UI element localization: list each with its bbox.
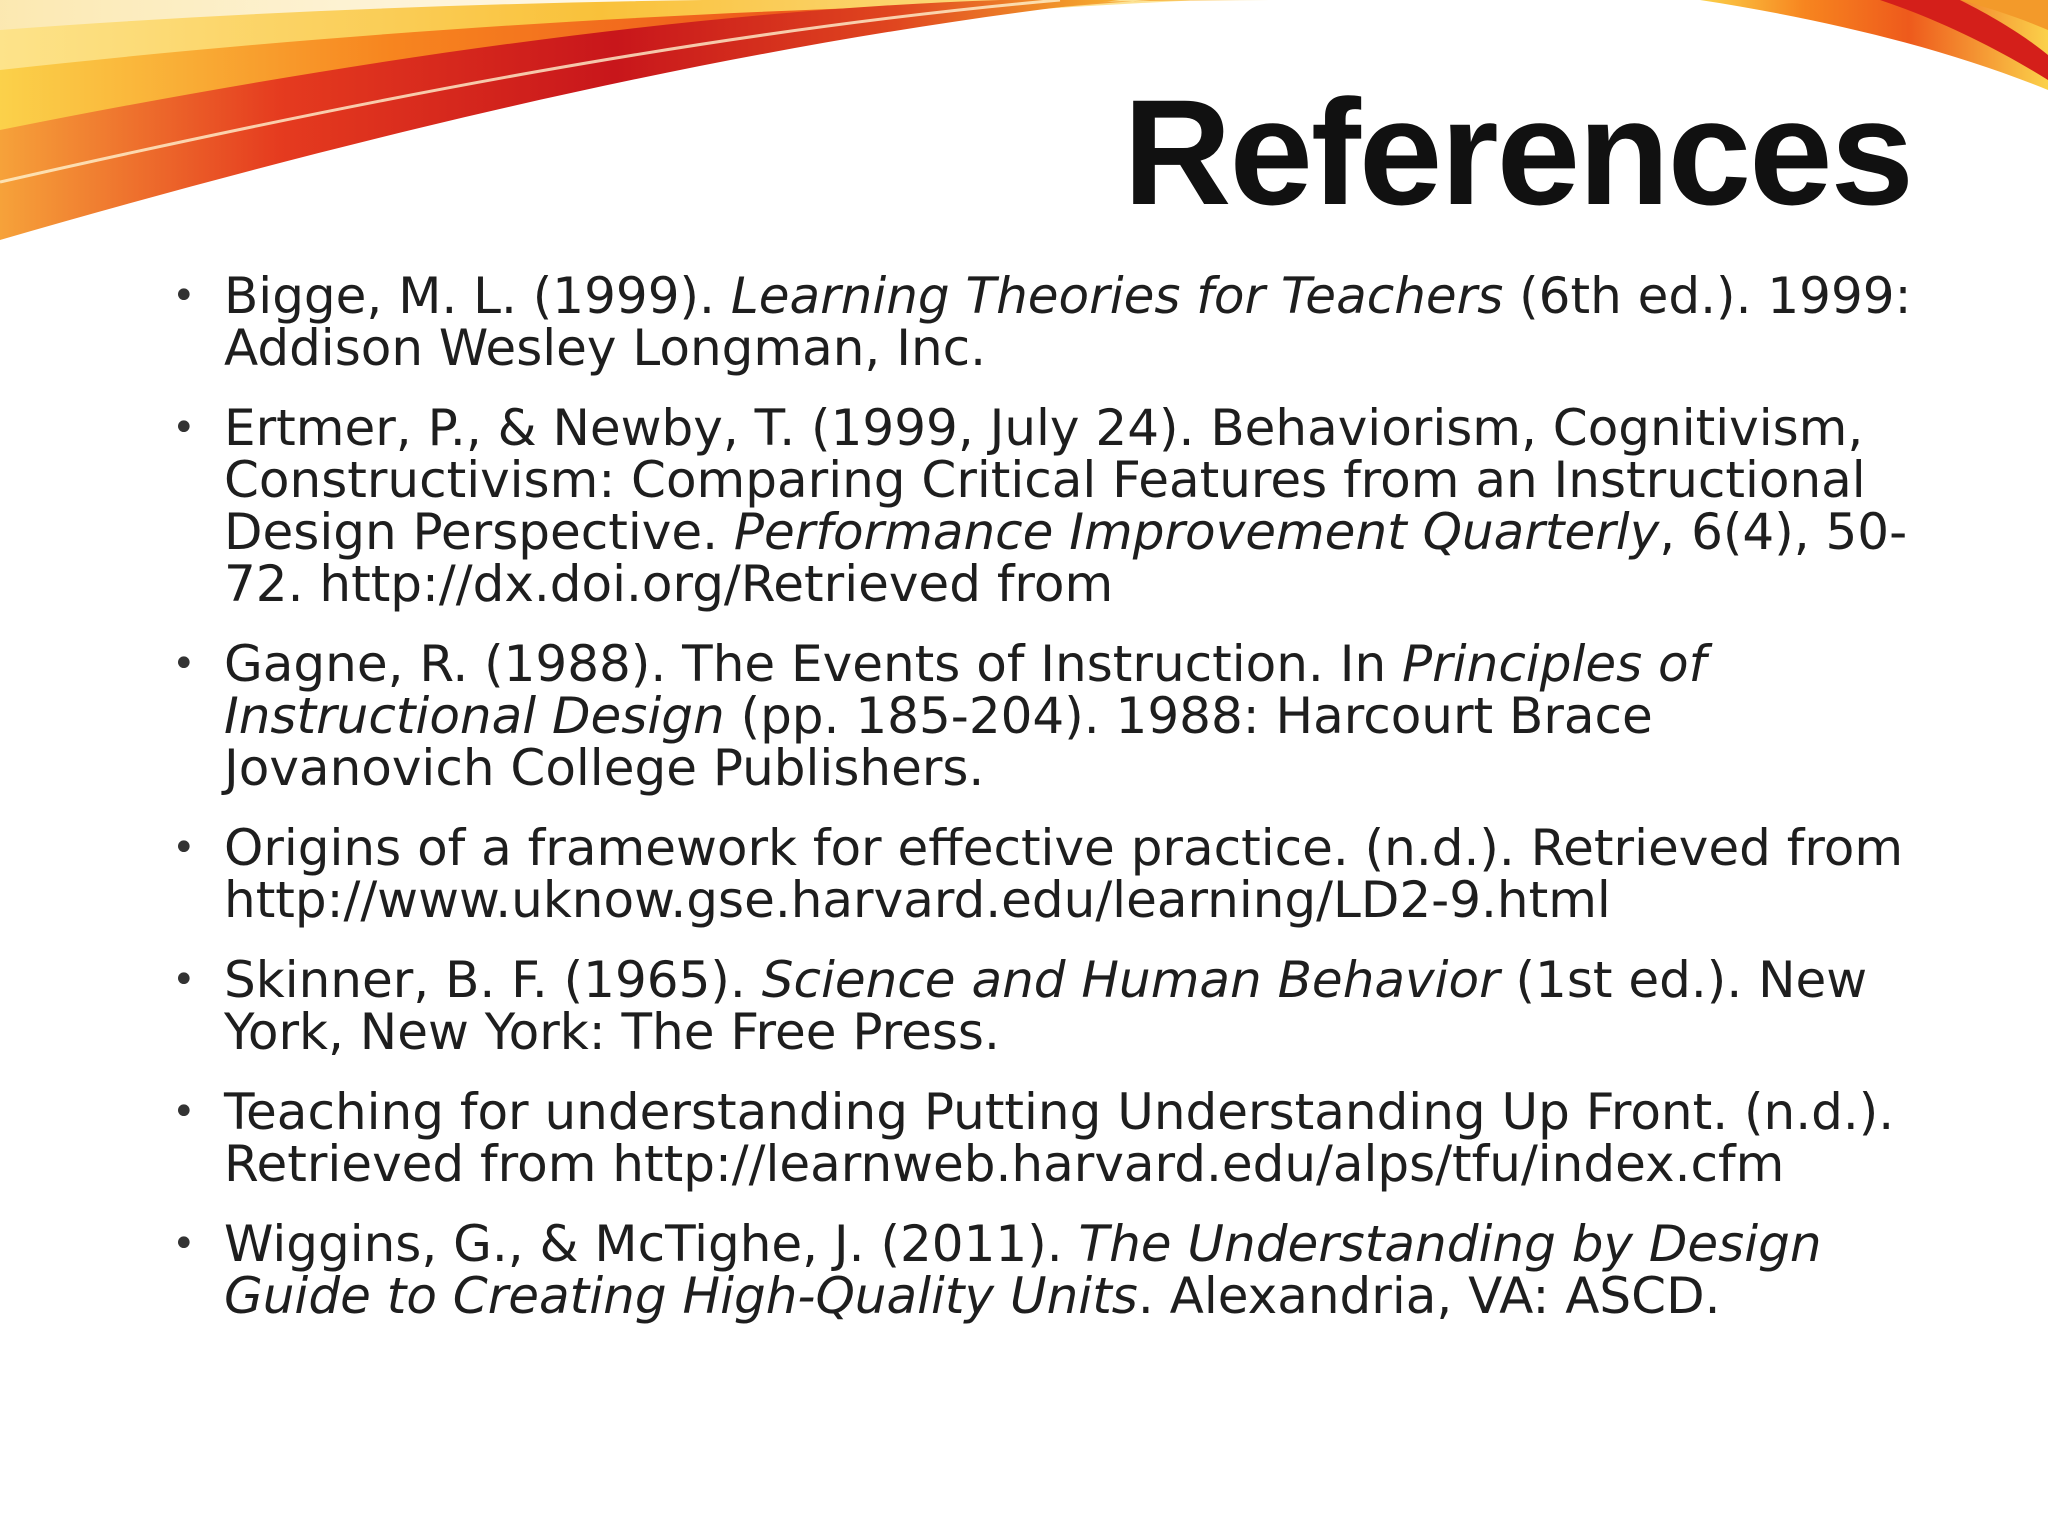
- reference-text-segment: . Alexandria, VA: ASCD.: [1137, 1267, 1721, 1325]
- references-list: [162, 267, 1922, 1350]
- reference-text: [224, 399, 1907, 613]
- reference-text: [224, 819, 1903, 929]
- slide-title: References: [1123, 68, 1912, 236]
- bullet-icon: •: [172, 957, 196, 1003]
- reference-item: [162, 819, 1922, 929]
- reference-text: [224, 1215, 1822, 1325]
- reference-text: [224, 951, 1867, 1061]
- reference-text-segment: Skinner, B. F. (1965).: [224, 951, 762, 1009]
- reference-item: [162, 399, 1922, 613]
- reference-text-segment: Wiggins, G., & McTighe, J. (2011).: [224, 1215, 1079, 1273]
- reference-text-segment: (pp. 185-204). 1988: Harcourt Brace Jovanovich College Publishers.: [224, 687, 1653, 797]
- reference-item: [162, 635, 1922, 797]
- reference-text: [224, 1083, 1894, 1193]
- bullet-icon: •: [172, 825, 196, 871]
- reference-item: [162, 267, 1922, 377]
- reference-item: [162, 951, 1922, 1061]
- reference-text-segment: Ertmer, P., & Newby, T. (1999, July 24). Behaviorism, Cognitivism, Constructivism: Comparing Critical Features from an Instructional Design Perspective.: [224, 399, 1866, 561]
- bullet-icon: •: [172, 1089, 196, 1135]
- reference-text: [224, 267, 1911, 377]
- bullet-icon: •: [172, 1221, 196, 1267]
- reference-text-segment: (1st ed.). New York, New York: The Free Press.: [224, 951, 1868, 1061]
- reference-text-segment: Origins of a framework for effective practice. (n.d.). Retrieved from http://www.uknow.gse.harvard.edu/learning/LD2-9.html: [224, 819, 1904, 929]
- reference-text-segment: Teaching for understanding Putting Understanding Up Front. (n.d.). Retrieved from http://learnweb.harvard.edu/alps/tfu/index.cfm: [224, 1083, 1895, 1193]
- reference-title-segment: Science and Human Behavior: [761, 951, 1500, 1009]
- bullet-icon: •: [172, 273, 196, 319]
- bullet-icon: •: [172, 405, 196, 451]
- reference-item: [162, 1083, 1922, 1193]
- bullet-icon: •: [172, 641, 196, 687]
- reference-title-segment: Principles of Instructional Design: [224, 635, 1707, 745]
- reference-text-segment: , 6(4), 50-72. http://dx.doi.org/Retrieved from: [224, 503, 1908, 613]
- reference-item: [162, 1215, 1922, 1325]
- reference-text-segment: Gagne, R. (1988). The Events of Instruction. In: [224, 635, 1403, 693]
- reference-text: [224, 635, 1706, 797]
- reference-title-segment: The Understanding by Design Guide to Creating High-Quality Units: [224, 1215, 1822, 1325]
- reference-text-segment: (6th ed.). 1999: Addison Wesley Longman, Inc.: [224, 267, 1912, 377]
- reference-text-segment: Bigge, M. L. (1999).: [224, 267, 731, 325]
- reference-title-segment: Performance Improvement Quarterly: [733, 503, 1660, 561]
- reference-title-segment: Learning Theories for Teachers: [730, 267, 1504, 325]
